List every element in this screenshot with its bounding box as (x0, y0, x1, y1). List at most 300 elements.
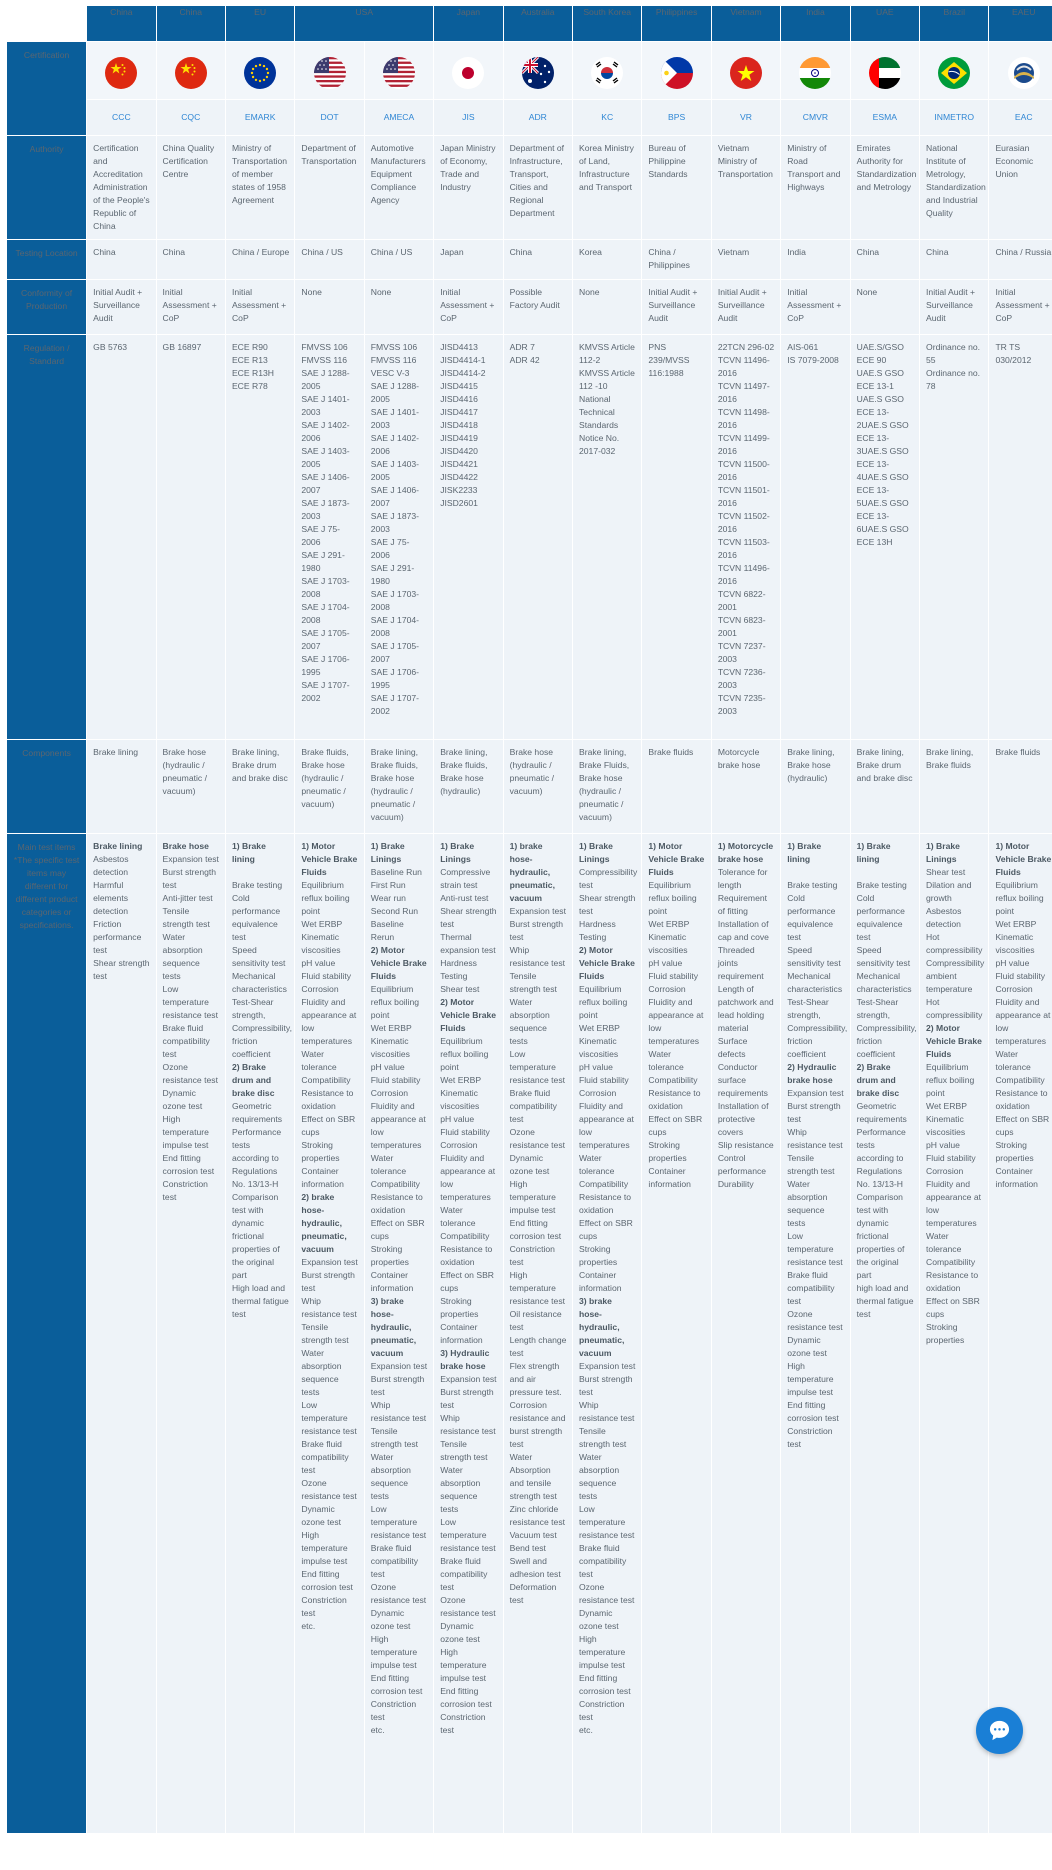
authority-row (7, 136, 1052, 240)
regulation-item: JISD4418 (440, 420, 478, 430)
components-cell (781, 740, 850, 834)
test-item: Burst strength test (787, 1101, 841, 1124)
test-item: Flex strength and air pressure test. (509, 1361, 562, 1397)
authority-text: Automotive Manufacturers Equipment Compliance Agency (370, 143, 426, 205)
authority-cell (364, 136, 433, 240)
certification-abbr: ESMA (850, 100, 919, 136)
us-flag-icon (383, 57, 415, 89)
test-group-heading: 1) Motor Vehicle Brake Fluids (648, 841, 705, 877)
authority-text: National Institute of Metrology, Standardization and Industrial Quality (926, 143, 986, 218)
test-item: Kinematic viscosities (440, 1088, 480, 1111)
test-item: Dynamic ozone test (370, 1608, 411, 1631)
test-item: Low temperature resistance test (509, 1049, 565, 1085)
table-corner (7, 6, 87, 42)
authority-cell (503, 136, 572, 240)
components-text: Motorcycle brake hose (717, 747, 761, 770)
ph-flag-icon (661, 57, 693, 89)
test-group-heading: 2) Brake drum and brake disc (231, 1062, 275, 1098)
regulation-item: TCVN 7236-2003 (717, 667, 766, 690)
test-item: Constriction test (370, 1699, 417, 1722)
test-item: End fitting corrosion test (509, 1218, 562, 1241)
regulation-item: TCVN 7235-2003 (717, 693, 766, 716)
test-item: High temperature impulse test (301, 1530, 348, 1566)
test-item: Fluidity and appearance at low temperatures (370, 1101, 426, 1150)
test-item: Baseline Rerun (370, 919, 404, 942)
test-item: Brake testing (787, 880, 838, 890)
test-item: Wear run (370, 893, 406, 903)
test-item: Fluid stability (995, 971, 1046, 981)
test-item: Fluidity and appearance at low temperatures (995, 997, 1051, 1046)
test-item: Expansion test (162, 854, 219, 864)
components-cell (156, 740, 225, 834)
conformity-cell (920, 280, 989, 335)
test-item: Oil resistance test (509, 1309, 562, 1332)
test-item: Whip resistance test (509, 945, 565, 968)
authority-text: Certification and Accreditation Administration of the People's Republic of China (93, 143, 150, 231)
cn-flag-icon (105, 57, 137, 89)
test-group-heading: 2) Motor Vehicle Brake Fluids (579, 945, 635, 981)
regulation-item: FMVSS 106 (301, 342, 348, 352)
test-item: Corrosion (370, 1088, 409, 1098)
country-header: Japan (434, 6, 503, 42)
test-item: High temperature resistance test (509, 1270, 565, 1306)
test-item: Effect on SBR cups (648, 1114, 703, 1137)
components-text: Brake fluids (995, 747, 1041, 757)
test-item: Fluid stability (301, 971, 352, 981)
regulation-cell (920, 335, 989, 740)
test-item: Constriction test (509, 1244, 555, 1267)
certification-abbr: EMARK (225, 100, 294, 136)
regulation-item: TCVN 11499-2016 (717, 433, 770, 456)
test-item (232, 866, 289, 879)
test-item: Water tolerance (648, 1049, 684, 1072)
test-item: Whip resistance test (787, 1127, 843, 1150)
testing-location-text: India (787, 247, 806, 257)
test-item: Performance tests according to Regulations No. 13/13-H (856, 1127, 906, 1189)
test-item: High temperature impulse test (370, 1634, 418, 1670)
test-item: Expansion test (787, 1088, 844, 1098)
test-item: Dynamic ozone test (579, 1608, 619, 1631)
test-item: Speed sensitivity test (231, 945, 286, 968)
regulation-item: TCVN 11496-2016 (717, 355, 770, 378)
testing-location-text: China / US (370, 247, 413, 257)
country-header-row (7, 6, 1052, 42)
test-item: Water absorption sequence tests (579, 1452, 620, 1501)
test-item: Wet ERBP (995, 919, 1037, 929)
country-header: India (781, 6, 850, 42)
test-item: Length change test (509, 1335, 567, 1358)
regulation-item: SAE J 1705-2007 (370, 641, 420, 664)
test-item: Low temperature resistance test (162, 984, 218, 1020)
test-item: pH value (648, 958, 683, 968)
test-item: Water absorption sequence tests (509, 997, 550, 1046)
test-item: Shear test (440, 984, 480, 994)
chat-bubble-icon (988, 1719, 1011, 1742)
test-item: Burst strength test (162, 867, 217, 890)
regulation-item: PNS 239/MVSS 116:1988 (648, 342, 690, 378)
regulation-item: JISD4420 (440, 446, 478, 456)
country-header: EU (225, 6, 294, 42)
test-item: Shear strength test (93, 958, 150, 981)
test-item: Water tolerance (301, 1049, 337, 1072)
country-header: UAE (850, 6, 919, 42)
regulation-item: TCVN 11498-2016 (717, 407, 770, 430)
regulation-item: AIS-061 (787, 342, 819, 352)
test-item: Corrosion resistance and burst strength test (509, 1400, 566, 1449)
in-flag-icon (799, 57, 831, 89)
regulation-item: TCVN 11496-2016 (717, 563, 770, 586)
regulation-item: VESC V-3 (370, 368, 410, 378)
regulation-item: SAE J 1706-1995 (301, 654, 350, 677)
test-group-heading: 2) Motor Vehicle Brake Fluids (370, 945, 427, 981)
main-tests-cell (850, 834, 919, 1834)
testing-location-text: China (509, 247, 533, 257)
test-item: Anti-rust test (440, 893, 489, 903)
test-item: Fluidity and appearance at low temperatures (579, 1101, 634, 1150)
test-item: Cold performance equivalence test (856, 893, 905, 942)
test-item: Corrosion (440, 1140, 478, 1150)
regulation-item: ADR 7 (509, 342, 535, 352)
test-item: Brake fluid compatibility test (579, 1543, 627, 1579)
flag-cell (87, 42, 156, 100)
regulation-item: SAE J 1288-2005 (370, 381, 420, 404)
test-item: Water Absorption and tensile strength test (509, 1452, 557, 1501)
test-group-heading: 3) brake hose-hydraulic, pneumatic, vacuum (370, 1296, 417, 1358)
test-item: Equilibrium reflux boiling point (648, 880, 697, 916)
regulation-item: KMVSS Article 112-2 (579, 342, 635, 365)
components-cell (989, 740, 1052, 834)
regulation-item: UAE.S/GSO ECE 90 UAE.S GSO ECE 13-1 UAE.S GSO ECE 13-2UAE.S GSO ECE 13-3UAE.S GSO ECE 13-4UAE.S GSO ECE 13-5UAE.S GSO ECE 13-6UAE.S GSO ECE 13H (856, 342, 909, 547)
test-item: Brake fluid compatibility test (440, 1556, 488, 1592)
regulation-item: SAE J 1704-2008 (301, 602, 350, 625)
test-item: Fluidity and appearance at low temperatures (440, 1153, 496, 1202)
authority-cell (989, 136, 1052, 240)
regulation-cell (989, 335, 1052, 740)
test-item: Resistance to oxidation (370, 1192, 423, 1215)
main-tests-cell (225, 834, 294, 1834)
test-item: Baseline Run (370, 867, 422, 877)
test-group-heading: 1) Motorcycle brake hose (717, 841, 774, 864)
components-text: Brake lining, Brake fluids (926, 747, 974, 770)
components-cell (573, 740, 642, 834)
test-item: Kinematic viscosities (995, 932, 1035, 955)
authority-cell (850, 136, 919, 240)
test-item: Fluid stability (579, 1075, 629, 1085)
regulation-item: TCVN 11497-2016 (717, 381, 770, 404)
regulation-item: TCVN 7237-2003 (717, 641, 766, 664)
country-header: China (156, 6, 225, 42)
test-item: Hardness Testing (579, 919, 616, 942)
regulation-item: SAE J 1873-2003 (370, 511, 420, 534)
test-item: Water tolerance (370, 1153, 407, 1176)
test-item: Wet ERBP (648, 919, 690, 929)
conformity-cell (573, 280, 642, 335)
regulation-item: JISK2233 (440, 485, 478, 495)
test-group-heading: 1) Brake Linings (926, 841, 960, 864)
country-header: China (87, 6, 156, 42)
conformity-text: Initial Audit + Surveillance Audit (717, 287, 767, 323)
test-item: Tensile strength test (370, 1426, 419, 1449)
authority-cell (781, 136, 850, 240)
test-item: Compatibility (440, 1231, 490, 1241)
test-item: Compatibility (995, 1075, 1045, 1085)
test-item: etc. (301, 1621, 316, 1631)
testing-location-text: China (856, 247, 880, 257)
test-item: Resistance to oxidation (926, 1270, 979, 1293)
certification-table (6, 5, 1052, 1834)
test-item: Wet ERBP (370, 1023, 412, 1033)
row-label-regulation: Regulation / Standard (7, 335, 87, 740)
test-item: Expansion test (301, 1257, 358, 1267)
test-item: Brake fluid compatibility test (370, 1543, 419, 1579)
test-item: Slip resistance (717, 1140, 774, 1150)
test-group-heading: 1) Brake Linings (370, 841, 405, 864)
test-group-heading: 3) Hydraulic brake hose (440, 1348, 490, 1371)
regulation-item: ECE R13H (231, 368, 274, 378)
test-item: Corrosion (995, 984, 1033, 994)
test-item: First Run (370, 880, 406, 890)
row-label-conformity: Conformity of Production (7, 280, 87, 335)
test-item: Ozone resistance test (162, 1062, 218, 1085)
regulation-item: JISD4415 (440, 381, 478, 391)
test-item: Low temperature resistance test (301, 1400, 357, 1436)
test-item: Equilibrium reflux boiling point (579, 984, 628, 1020)
regulation-item: ECE R90 (231, 342, 268, 352)
test-item: Stroking properties (440, 1296, 479, 1319)
testing-location-cell (295, 240, 364, 280)
test-item: Stroking properties (926, 1322, 965, 1345)
test-item: Brake fluid compatibility test (787, 1270, 835, 1306)
components-text: Brake lining, Brake fluids, Brake hose (hydraulic) (440, 747, 488, 796)
test-item: Container information (301, 1166, 344, 1189)
regulation-item: JISD4419 (440, 433, 478, 443)
test-item: Constriction test (579, 1699, 625, 1722)
testing-location-text: China (162, 247, 186, 257)
test-item: Ozone resistance test (370, 1582, 427, 1605)
testing-location-text: China (93, 247, 116, 257)
authority-text: Eurasian Economic Union (995, 143, 1034, 179)
testing-location-text: Japan (440, 247, 464, 257)
authority-text: Korea Ministry of Land, Infrastructure and Transport (579, 143, 634, 192)
authority-cell (295, 136, 364, 240)
testing-location-cell (573, 240, 642, 280)
test-item: Wet ERBP (301, 919, 343, 929)
test-item: Stroking properties (648, 1140, 687, 1163)
certification-abbr: JIS (434, 100, 503, 136)
test-item: Conductor surface requirements (717, 1062, 768, 1098)
test-item: Hot compressibility (926, 997, 983, 1020)
regulation-item: 22TCN 296-02 (717, 342, 775, 352)
row-label-testing-location: Testing Location (7, 240, 87, 280)
test-item: Fluid stability (440, 1127, 490, 1137)
test-item: Resistance to oxidation (995, 1088, 1048, 1111)
conformity-text: Initial Audit + Surveillance Audit (926, 287, 976, 323)
test-item: Tensile strength test (509, 971, 557, 994)
regulation-item: JISD4413 (440, 342, 478, 352)
flag-cell (364, 42, 433, 100)
test-item: Ozone resistance test (579, 1582, 635, 1605)
test-item: High temperature impulse test (162, 1114, 209, 1150)
test-item: Dilation and growth (926, 880, 972, 903)
ae-flag-icon (869, 57, 901, 89)
conformity-cell (156, 280, 225, 335)
testing-location-text: Vietnam (717, 247, 750, 257)
regulation-item: TCVN 6823-2001 (717, 615, 766, 638)
main-tests-cell (295, 834, 364, 1834)
components-text: Brake lining, Brake fluids, Brake hose (hydraulic / pneumatic / vacuum) (370, 747, 419, 822)
test-item: Expansion test (370, 1361, 428, 1371)
test-item: Brake testing (231, 880, 283, 890)
test-item: Tensile strength test (162, 906, 210, 929)
test-item: Shear test (926, 867, 966, 877)
testing-location-cell (87, 240, 156, 280)
test-item: High temperature impulse test (440, 1647, 487, 1683)
conformity-row (7, 280, 1052, 335)
regulation-item: TR TS 030/2012 (995, 342, 1032, 365)
test-item: Geometric requirements (856, 1101, 907, 1124)
br-flag-icon (938, 57, 970, 89)
test-item: Dynamic ozone test (301, 1504, 342, 1527)
regulation-cell (295, 335, 364, 740)
regulation-cell (364, 335, 433, 740)
chat-button[interactable] (976, 1707, 1023, 1754)
components-text: Brake hose (hydraulic / pneumatic / vacuum) (509, 747, 555, 796)
test-item: Stroking properties (579, 1244, 618, 1267)
regulation-item: SAE J 1406-2007 (370, 485, 420, 508)
testing-location-cell (781, 240, 850, 280)
test-group-heading: 3) brake hose-hydraulic, pneumatic, vacuum (579, 1296, 625, 1358)
main-tests-cell (573, 834, 642, 1834)
test-item: Comparison test with dynamic frictional properties of the original part (856, 1192, 905, 1280)
test-item: Asbestos detection (93, 854, 129, 877)
test-item: Ozone resistance test (301, 1478, 357, 1501)
conformity-cell (364, 280, 433, 335)
test-item: Dynamic ozone test (509, 1153, 550, 1176)
regulation-item: JISD4416 (440, 394, 478, 404)
regulation-item: SAE J 1703-2008 (301, 576, 350, 599)
conformity-cell (711, 280, 780, 335)
test-item: Ozone resistance test (787, 1309, 843, 1332)
components-cell (920, 740, 989, 834)
flag-cell (711, 42, 780, 100)
conformity-text: Initial Assessment + CoP (440, 287, 495, 323)
components-cell (642, 740, 711, 834)
authority-text: Ministry of Transportation of member states of 1958 Agreement (231, 143, 288, 205)
test-item: Kinematic viscosities (926, 1114, 966, 1137)
testing-location-cell (503, 240, 572, 280)
certification-abbr: CCC (87, 100, 156, 136)
test-item: Resistance to oxidation (648, 1088, 701, 1111)
test-item: Burst strength test (579, 1374, 633, 1397)
test-item: Resistance to oxidation (440, 1244, 493, 1267)
flag-cell (503, 42, 572, 100)
test-item: Dynamic ozone test (787, 1335, 827, 1358)
test-item: Burst strength test (301, 1270, 355, 1293)
main-tests-cell (781, 834, 850, 1834)
test-item: Brake testing (856, 880, 907, 890)
authority-text: Vietnam Ministry of Transportation (717, 143, 773, 179)
components-cell (850, 740, 919, 834)
country-header: South Korea (573, 6, 642, 42)
testing-location-row (7, 240, 1052, 280)
test-item: Burst strength test (509, 919, 564, 942)
main-tests-cell (711, 834, 780, 1834)
regulation-item: SAE J 291-1980 (301, 550, 345, 573)
test-group-heading: 2) brake hose-hydraulic, pneumatic, vacuum (301, 1192, 347, 1254)
main-tests-cell (87, 834, 156, 1834)
test-item: High temperature impulse test (579, 1634, 626, 1670)
flag-cell (989, 42, 1052, 100)
test-item: etc. (579, 1725, 593, 1735)
test-item: Burst strength test (370, 1374, 425, 1397)
test-item (857, 866, 914, 879)
regulation-item: SAE J 1403-2005 (370, 459, 420, 482)
regulation-item: FMVSS 116 (301, 355, 348, 365)
regulation-cell (225, 335, 294, 740)
test-item: End fitting corrosion test (370, 1673, 423, 1696)
regulation-item: JISD4422 (440, 472, 478, 482)
eaeu-flag-icon (1008, 57, 1040, 89)
regulation-cell (87, 335, 156, 740)
certification-abbr: ADR (503, 100, 572, 136)
conformity-text: Initial Assessment + CoP (231, 287, 287, 323)
regulation-item: ECE R13 (231, 355, 268, 365)
test-item: Resistance to oxidation (579, 1192, 632, 1215)
authority-cell (642, 136, 711, 240)
au-flag-icon (522, 57, 554, 89)
regulation-item: TCVN 11500-2016 (717, 459, 770, 482)
test-group-heading: 2) Hydraulic brake hose (787, 1062, 837, 1085)
country-header: USA (295, 6, 434, 42)
test-group-heading: 1) Brake lining (856, 841, 891, 864)
components-cell (225, 740, 294, 834)
test-item: Fluid stability (370, 1075, 421, 1085)
testing-location-cell (225, 240, 294, 280)
conformity-text: Initial Assessment + CoP (162, 287, 217, 323)
components-text: Brake lining (93, 747, 139, 757)
test-item: Cold performance equivalence test (231, 893, 281, 942)
test-item: Constriction test (162, 1179, 208, 1202)
components-row (7, 740, 1052, 834)
vn-flag-icon (730, 57, 762, 89)
test-item: Effect on SBR cups (926, 1296, 980, 1319)
components-text: Brake fluids (648, 747, 694, 757)
test-item: Tensile strength test (301, 1322, 349, 1345)
authority-text: Japan Ministry of Economy, Trade and Industry (440, 143, 496, 192)
certification-abbr: INMETRO (920, 100, 989, 136)
test-item: Effect on SBR cups (301, 1114, 356, 1137)
test-item: pH value (370, 1062, 405, 1072)
main-tests-cell (920, 834, 989, 1834)
test-item: Friction performance test (93, 919, 142, 955)
test-item: Water tolerance (926, 1231, 962, 1254)
flag-cell (225, 42, 294, 100)
test-item: Constriction test (440, 1712, 486, 1735)
test-item: Constriction test (787, 1426, 833, 1449)
testing-location-text: China / Europe (231, 247, 290, 257)
kr-flag-icon (591, 57, 623, 89)
flag-cell (850, 42, 919, 100)
regulation-item: TCVN 11502-2016 (717, 511, 770, 534)
regulation-cell (642, 335, 711, 740)
testing-location-text: China (926, 247, 949, 257)
regulation-item: SAE J 1703-2008 (370, 589, 420, 612)
test-item: Water tolerance (579, 1153, 615, 1176)
test-item: Fluid stability (926, 1153, 976, 1163)
regulation-cell (503, 335, 572, 740)
test-item: Constriction test (301, 1595, 347, 1618)
conformity-text: Initial Audit + Surveillance Audit (93, 287, 143, 323)
